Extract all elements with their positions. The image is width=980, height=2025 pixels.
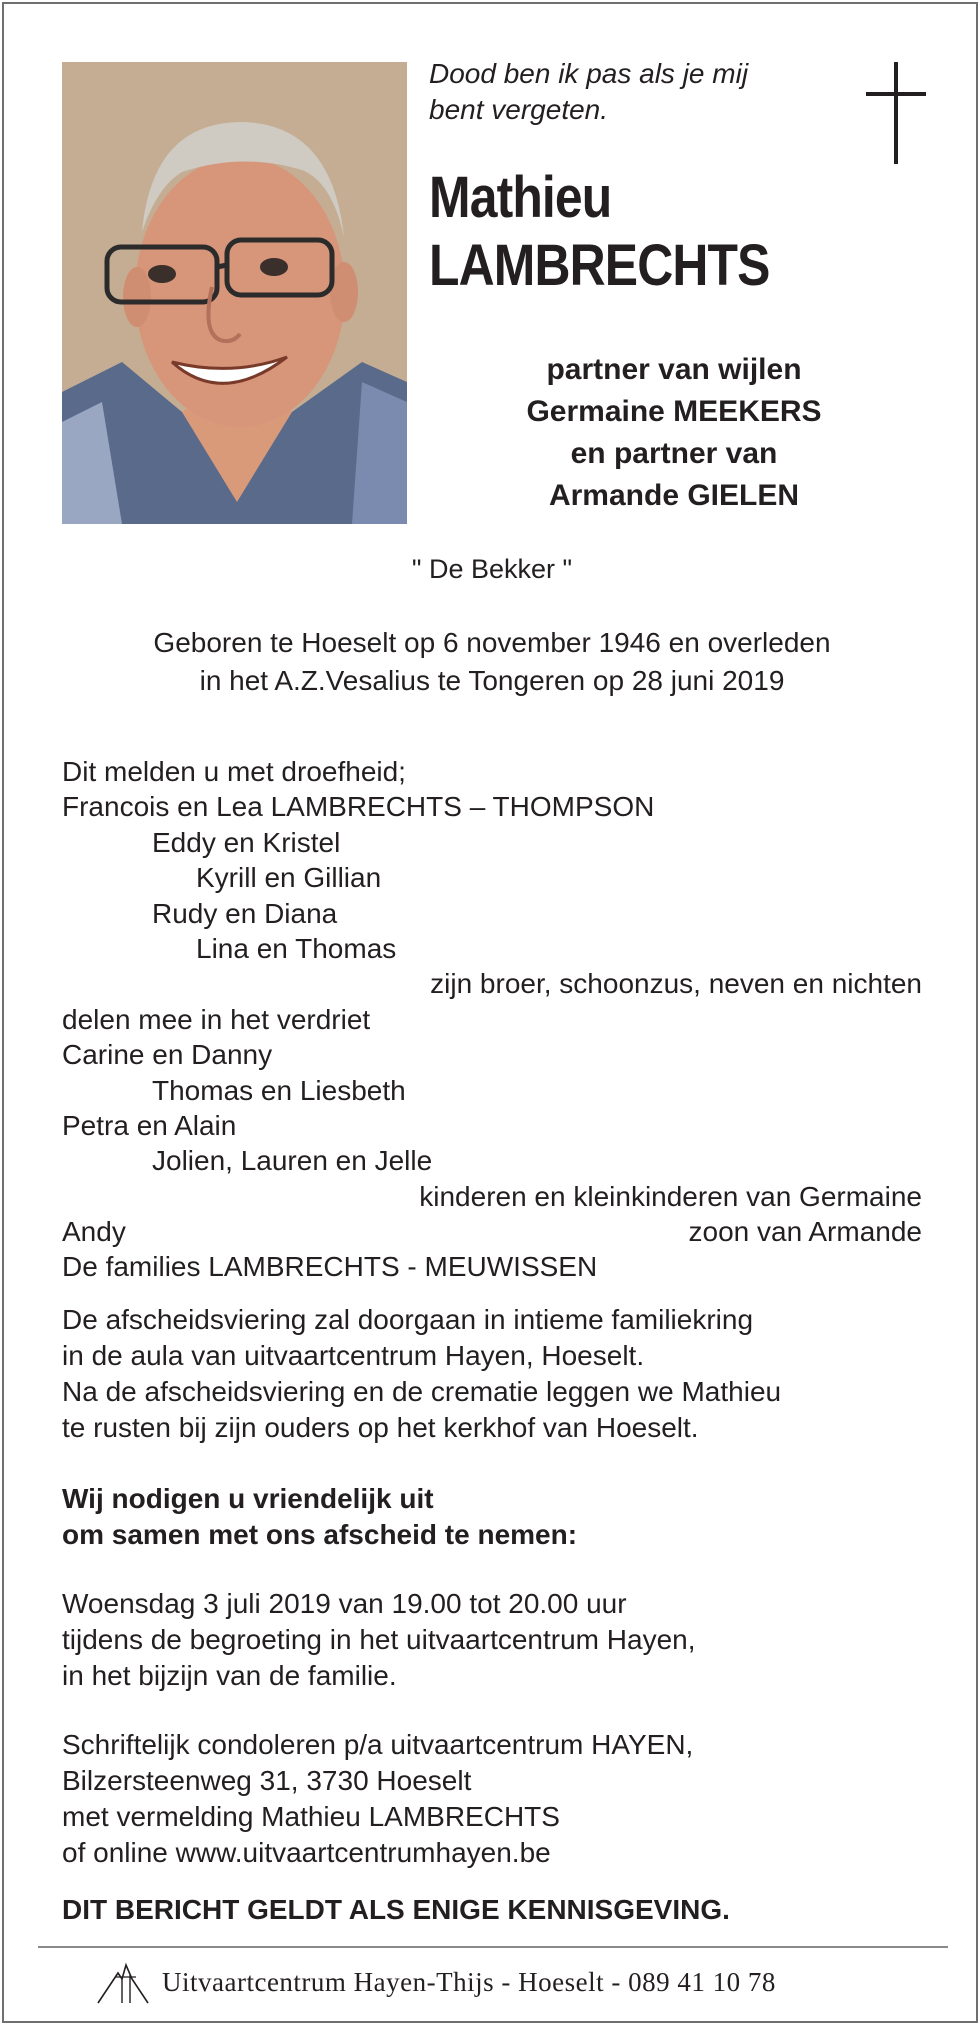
visitation-line: Woensdag 3 juli 2019 van 19.00 tot 20.00 uur — [62, 1588, 627, 1619]
portrait-photo — [62, 62, 407, 524]
motto-quote — [429, 56, 769, 128]
family-line: Carine en Danny — [62, 1039, 273, 1071]
family-member: Andy — [62, 1216, 126, 1248]
death-line: in het A.Z.Vesalius te Tongeren op 28 juni 2019 — [199, 665, 785, 696]
cross-icon — [866, 62, 926, 164]
family-relation: zoon van Armande — [688, 1216, 922, 1248]
condolence-line: Bilzersteenweg 31, 3730 Hoeselt — [62, 1765, 472, 1796]
partners-block — [429, 349, 919, 517]
deceased-name — [429, 164, 859, 300]
family-line: Eddy en Kristel — [152, 826, 341, 858]
motto-line: bent vergeten. — [429, 94, 609, 125]
family-line: Jolien, Lauren en Jelle — [152, 1145, 433, 1177]
portrait-illustration — [62, 62, 407, 524]
birth-line: Geboren te Hoeselt op 6 november 1946 en overleden — [153, 627, 831, 658]
invitation-line: om samen met ons afscheid te nemen: — [62, 1519, 578, 1550]
first-name: Mathieu — [429, 165, 612, 230]
footer-divider — [38, 1946, 948, 1948]
nickname: " De Bekker " — [411, 554, 573, 584]
ceremony-line: te rusten bij zijn ouders op het kerkhof van Hoeselt. — [62, 1412, 699, 1443]
family-line — [62, 1179, 922, 1214]
funeral-home-logo-icon — [96, 1959, 150, 2007]
visitation-line: tijdens de begroeting in het uitvaartcentrum Hayen, — [62, 1624, 696, 1655]
family-intro: Dit melden u met droefheid; — [62, 756, 406, 787]
family-line: Kyrill en Gillian — [196, 862, 382, 894]
footer-text: Uitvaartcentrum Hayen-Thijs - Hoeselt - 089 41 10 78 — [162, 1967, 776, 1997]
family-line: Lina en Thomas — [196, 932, 397, 964]
ceremony-line: Na de afscheidsviering en de crematie leggen we Mathieu — [62, 1376, 782, 1407]
partner-line: partner van wijlen — [546, 353, 802, 386]
family-relation: zijn broer, schoonzus, neven en nichten — [430, 968, 922, 1000]
last-name: LAMBRECHTS — [429, 233, 770, 298]
invitation — [62, 1481, 922, 1553]
ceremony-info — [62, 1302, 922, 1446]
condolence-link[interactable]: of online www.uitvaartcentrumhayen.be — [62, 1837, 551, 1868]
family-line: Rudy en Diana — [152, 897, 338, 929]
visitation-line: in het bijzijn van de familie. — [62, 1660, 397, 1691]
birth-death-info — [4, 624, 980, 700]
motto-line: Dood ben ik pas als je mij — [429, 58, 749, 89]
family-line: delen mee in het verdriet — [62, 1003, 371, 1035]
partner-line: en partner van — [570, 437, 778, 470]
invitation-line: Wij nodigen u vriendelijk uit — [62, 1483, 434, 1514]
family-line: Petra en Alain — [62, 1109, 237, 1141]
family-relation: kinderen en kleinkinderen van Germaine — [419, 1180, 922, 1212]
family-list — [62, 754, 922, 1285]
condolence-info — [62, 1727, 922, 1871]
partner-line: Germaine MEEKERS — [526, 395, 822, 428]
family-line: Thomas en Liesbeth — [152, 1074, 406, 1106]
condolence-line: met vermelding Mathieu LAMBRECHTS — [62, 1801, 560, 1832]
ceremony-line: in de aula van uitvaartcentrum Hayen, Hoeselt. — [62, 1340, 645, 1371]
family-line: De families LAMBRECHTS - MEUWISSEN — [62, 1251, 598, 1283]
official-notice: DIT BERICHT GELDT ALS ENIGE KENNISGEVING. — [62, 1894, 730, 1925]
family-line — [62, 1214, 922, 1249]
visitation-info — [62, 1586, 922, 1694]
family-line — [62, 966, 922, 1001]
condolence-line: Schriftelijk condoleren p/a uitvaartcentrum HAYEN, — [62, 1729, 694, 1760]
obituary-card — [2, 2, 978, 2023]
ceremony-line: De afscheidsviering zal doorgaan in intieme familiekring — [62, 1304, 754, 1335]
partner-line: Armande GIELEN — [548, 479, 800, 512]
family-line: Francois en Lea LAMBRECHTS – THOMPSON — [62, 791, 655, 823]
footer — [94, 1959, 894, 2009]
